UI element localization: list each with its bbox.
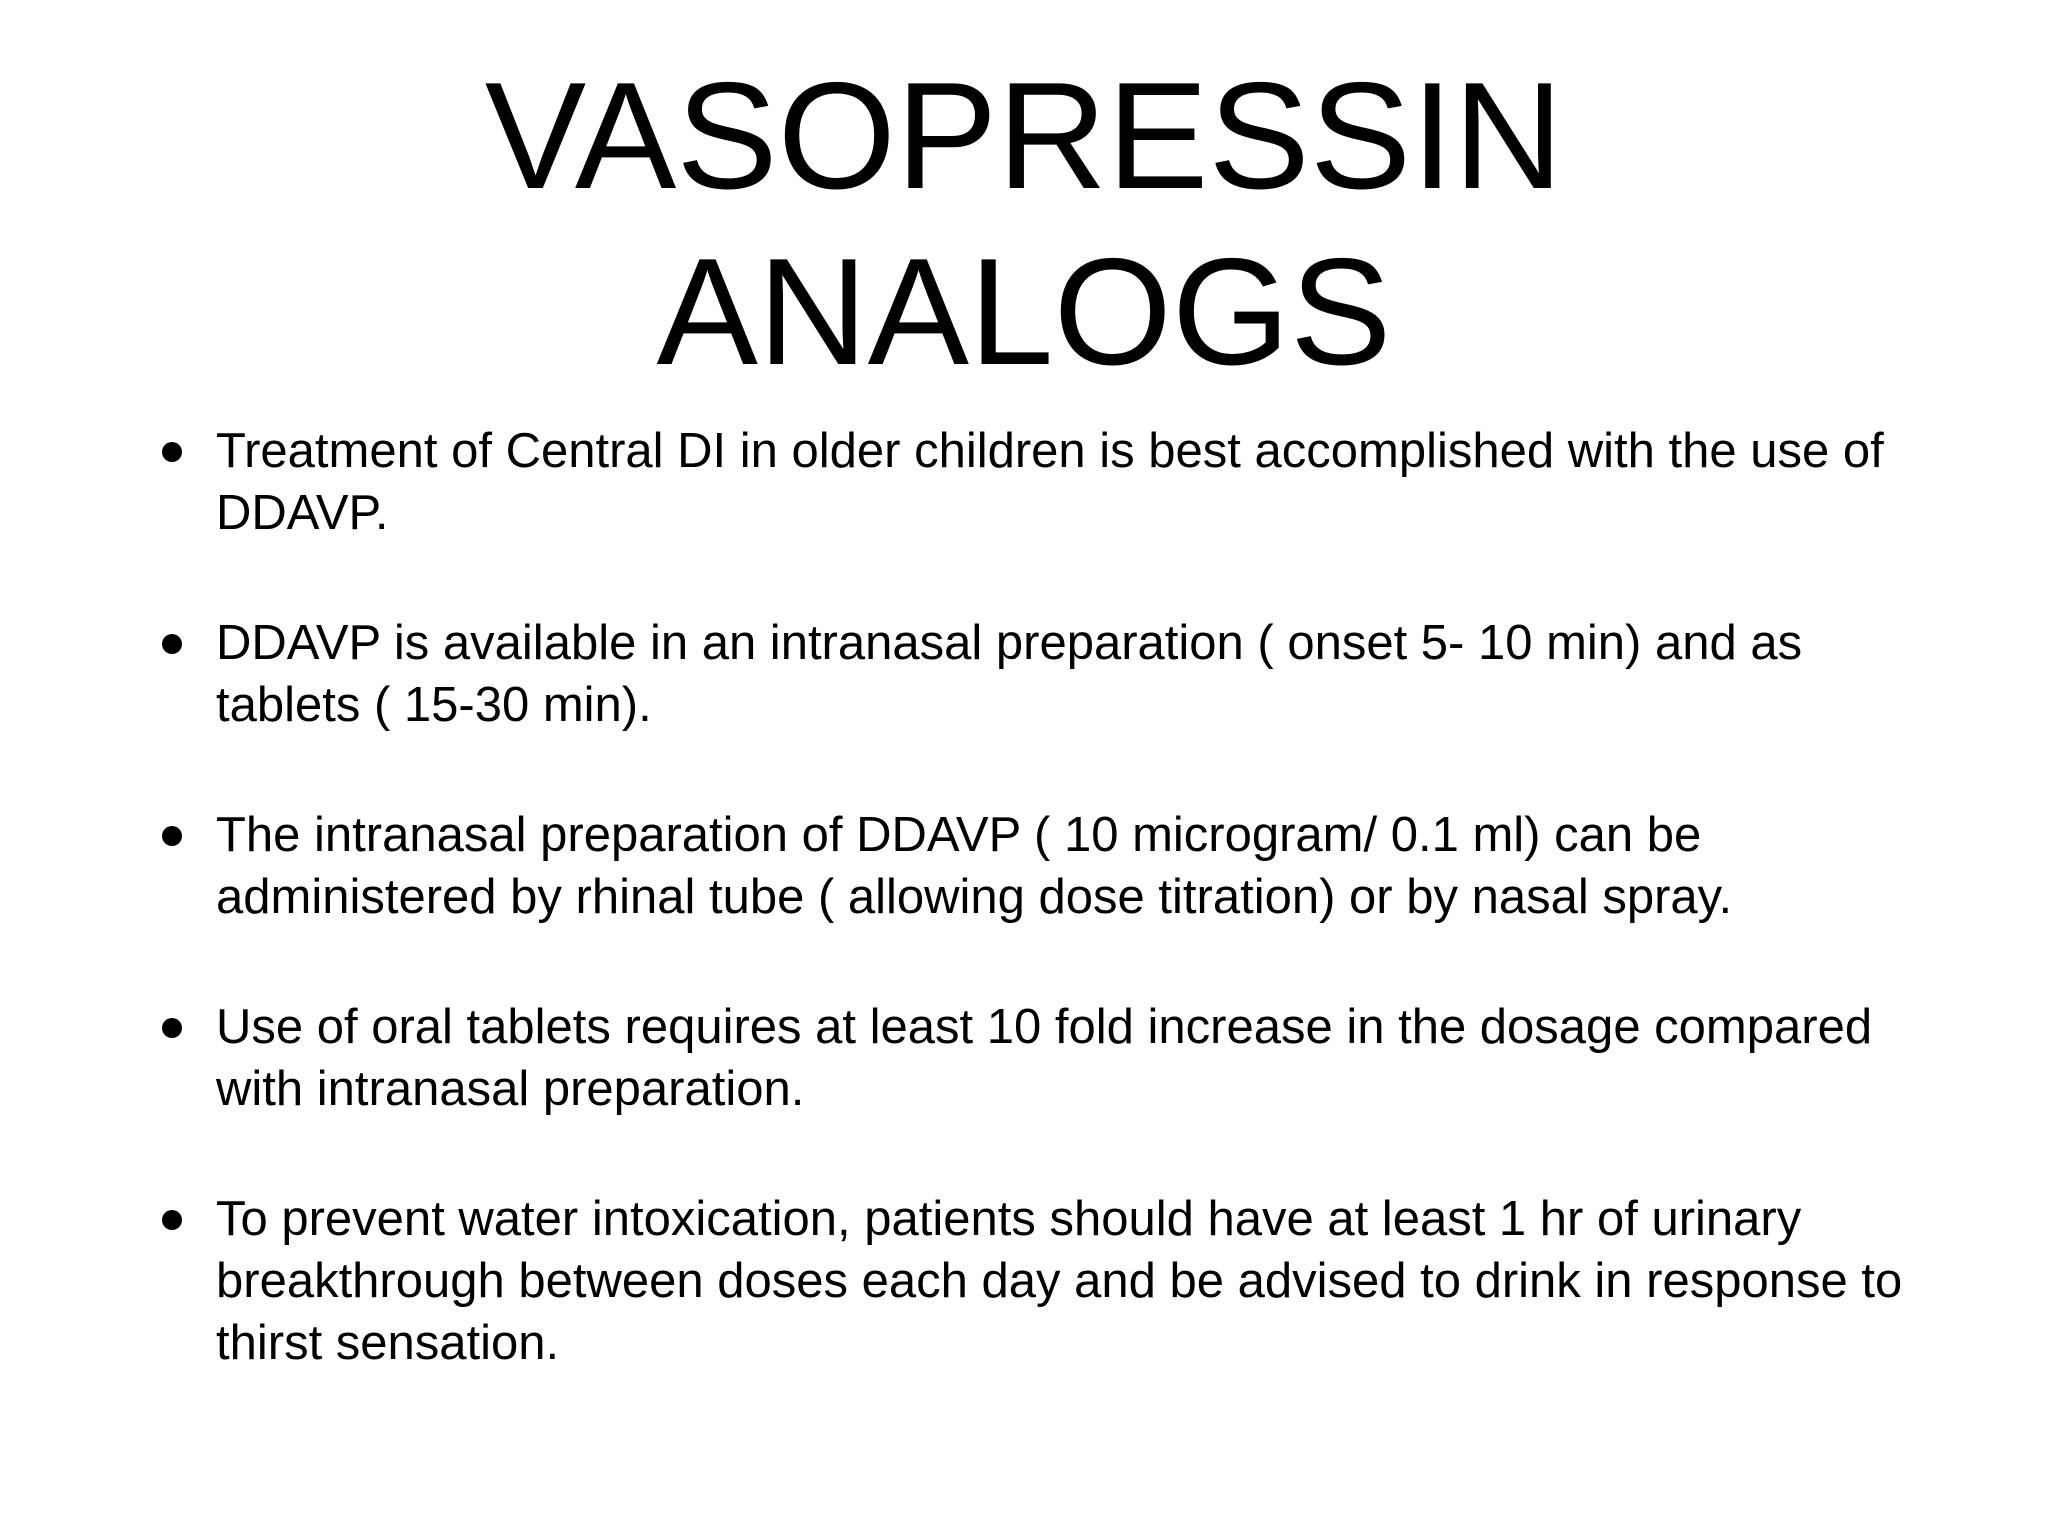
bullet-list [152, 420, 1932, 1442]
bullet-item [152, 612, 1932, 736]
bullet-dot-icon [162, 634, 182, 654]
bullet-dot-icon [162, 1210, 182, 1230]
bullet-text: Use of oral tablets requires at least 10 fold increase in the dosage compared with intranasal preparation. [216, 1000, 1873, 1116]
bullet-dot-icon [162, 442, 182, 462]
bullet-text: To prevent water intoxication, patients should have at least 1 hr of urinary breakthrough between doses each day and be advised to drink in response to thirst sensation. [216, 1192, 1903, 1370]
slide-title-line-1: VASOPRESSIN [484, 51, 1564, 221]
bullet-text: Treatment of Central DI in older children is best accomplished with the use of DDAVP. [216, 424, 1884, 540]
slide-title [0, 48, 2048, 400]
bullet-text: DDAVP is available in an intranasal preparation ( onset 5- 10 min) and as tablets ( 15-30 min). [216, 616, 1803, 732]
bullet-text: The intranasal preparation of DDAVP ( 10 microgram/ 0.1 ml) can be administered by rhinal tube ( allowing dose titration) or by nasal spray. [216, 808, 1733, 924]
bullet-item [152, 996, 1932, 1120]
slide-title-line-2: ANALOGS [656, 227, 1392, 397]
bullet-item [152, 1188, 1932, 1374]
bullet-item [152, 420, 1932, 544]
bullet-item [152, 804, 1932, 928]
bullet-dot-icon [162, 1018, 182, 1038]
bullet-dot-icon [162, 826, 182, 846]
